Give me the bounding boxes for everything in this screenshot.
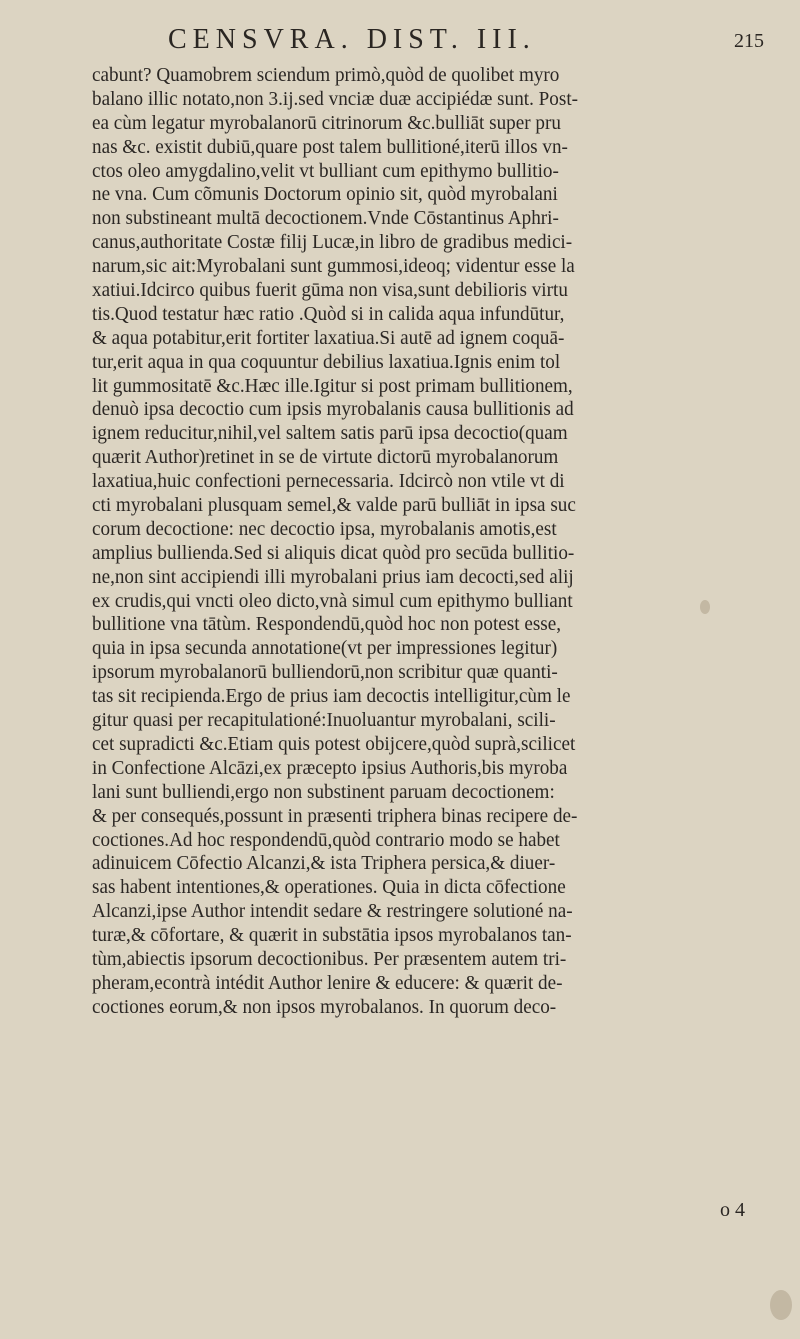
text-line: & aqua potabitur,erit fortiter laxatiua.Si autē ad ignem coquā- — [92, 327, 565, 349]
text-line: tas sit recipienda.Ergo de prius iam decoctis intelligitur,cùm le — [92, 686, 571, 708]
text-line: lani sunt bulliendi,ergo non substinent paruam decoctionem: — [92, 781, 555, 803]
text-line: canus,authoritate Costæ filij Lucæ,in libro de gradibus medici- — [92, 232, 573, 254]
text-line: tùm,abiectis ipsorum decoctionibus. Per præsentem autem tri- — [92, 948, 567, 970]
page-number: 215 — [734, 30, 764, 52]
text-line: sas habent intentiones,& operationes. Quia in dicta cōfectione — [92, 877, 566, 899]
text-line: corum decoctione: nec decoctio ipsa, myrobalanis amotis,est — [92, 518, 557, 540]
text-line: gitur quasi per recapitulationé:Inuoluantur myrobalani, scili- — [92, 710, 556, 732]
text-line: tis.Quod testatur hæc ratio .Quòd si in calida aqua infundūtur, — [92, 303, 565, 325]
text-line: laxatiua,huic confectioni pernecessaria. Idcircò non vtile vt di — [92, 471, 565, 493]
text-line: ipsorum myrobalanorū bulliendorū,non scribitur quæ quanti- — [92, 662, 558, 684]
text-line: amplius bullienda.Sed si aliquis dicat quòd pro secūda bullitio- — [92, 542, 575, 564]
running-title: CENSVRA. DIST. III. — [168, 24, 536, 55]
text-line: narum,sic ait:Myrobalani sunt gummosi,ideoq; videntur esse la — [92, 256, 575, 278]
text-line: ex crudis,qui vncti oleo dicto,vnà simul cum epithymo bulliant — [92, 590, 573, 612]
text-line: xatiui.Idcirco quibus fuerit gūma non visa,sunt debilioris virtu — [92, 280, 568, 302]
text-line: bullitione vna tātùm. Respondendū,quòd hoc non potest esse, — [92, 614, 562, 636]
signature-catchword: o 4 — [720, 1199, 745, 1221]
text-line: coctiones.Ad hoc respondendū,quòd contrario modo se habet — [92, 829, 560, 851]
text-line: & per consequés,possunt in præsenti triphera binas recipere de- — [92, 805, 578, 827]
text-line: lit gummositatē &c.Hæc ille.Igitur si post primam bullitionem, — [92, 375, 573, 397]
text-line: pheram,econtrà intédit Author lenire & educere: & quærit de- — [92, 972, 563, 994]
text-line: nas &c. existit dubiū,quare post talem bullitioné,iterū illos vn- — [92, 136, 568, 158]
text-line: coctiones eorum,& non ipsos myrobalanos. In quorum deco- — [92, 996, 557, 1018]
text-line: turæ,& cōfortare, & quærit in substātia ipsos myrobalanos tan- — [92, 925, 572, 947]
text-line: non substineant multā decoctionem.Vnde Cōstantinus Aphri- — [92, 208, 559, 230]
text-line: ea cùm legatur myrobalanorū citrinorum &c.bulliāt super pru — [92, 112, 561, 134]
text-line: ignem reducitur,nihil,vel saltem satis parū ipsa decoctio(quam — [92, 423, 568, 445]
text-line: cabunt? Quamobrem sciendum primò,quòd de quolibet myro — [92, 65, 560, 86]
text-line: ne vna. Cum cõmunis Doctorum opinio sit, quòd myrobalani — [92, 184, 558, 206]
text-line: Alcanzi,ipse Author intendit sedare & restringere solutioné na- — [92, 901, 573, 923]
text-line: cti myrobalani plusquam semel,& valde parū bulliāt in ipsa suc — [92, 495, 576, 517]
text-line: quia in ipsa secunda annotatione(vt per impressiones legitur) — [92, 638, 558, 660]
body-text — [92, 64, 752, 1020]
paper-stain — [700, 600, 710, 614]
text-line: adinuicem Cōfectio Alcanzi,& ista Triphera persica,& diuer- — [92, 853, 556, 875]
text-line: quærit Author)retinet in se de virtute dictorū myrobalanorum — [92, 447, 559, 469]
text-line: in Confectione Alcāzi,ex præcepto ipsius Authoris,bis myroba — [92, 757, 568, 779]
text-line: ne,non sint accipiendi illi myrobalani prius iam decocti,sed alij — [92, 566, 574, 588]
page-header — [0, 14, 800, 64]
text-line: denuò ipsa decoctio cum ipsis myrobalanis causa bullitionis ad — [92, 399, 574, 421]
text-line: tur,erit aqua in qua coquuntur debilius laxatiua.Ignis enim tol — [92, 351, 561, 373]
text-line: cet supradicti &c.Etiam quis potest obijcere,quòd suprà,scilicet — [92, 733, 576, 755]
text-line: ctos oleo amygdalino,velit vt bulliant cum epithymo bullitio- — [92, 160, 559, 182]
text-line: balano illic notato,non 3.ij.sed vnciæ duæ accipiédæ sunt. Post- — [92, 88, 579, 110]
paper-stain — [770, 1290, 792, 1320]
